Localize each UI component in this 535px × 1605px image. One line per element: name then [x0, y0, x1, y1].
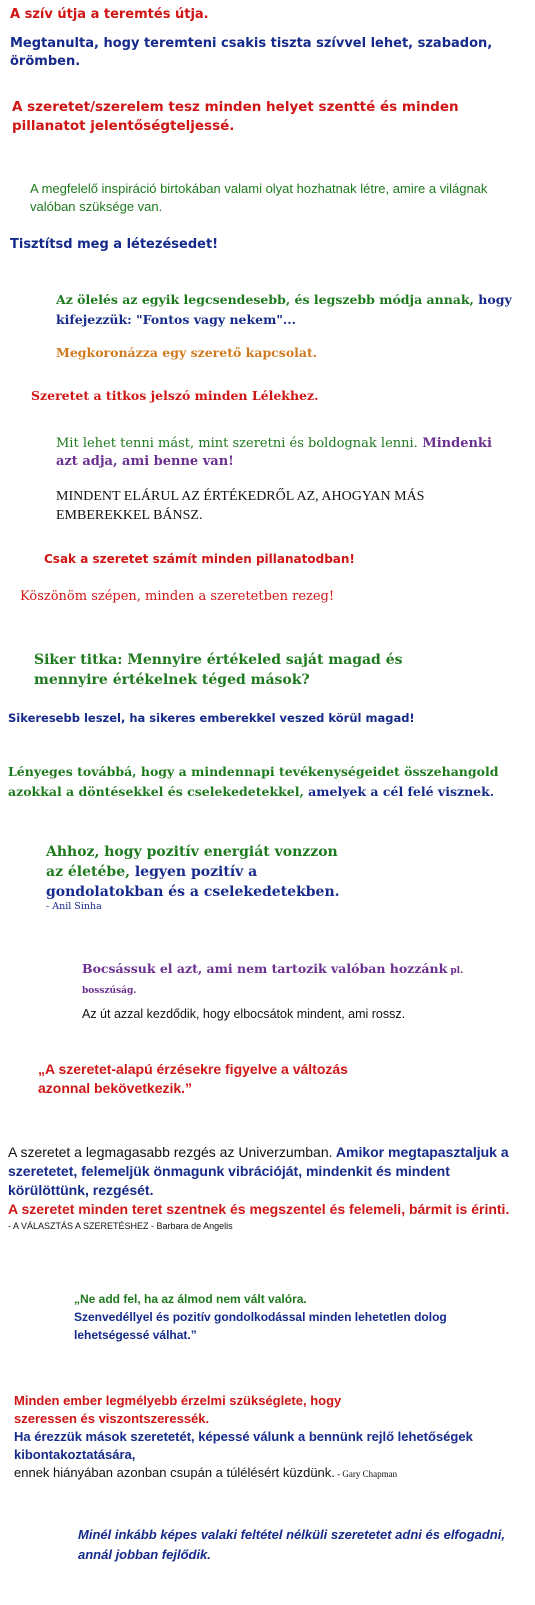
quote-embrace-navy: hogy kifejezzük: "Fontos vagy nekem"...	[56, 292, 512, 327]
quote-love-be-happy-green: Mit lehet tenni mást, mint szeretni és boldognak lenni.	[56, 436, 418, 451]
quote-highest-vibration	[8, 1143, 528, 1231]
quote-inspiration: A megfelelő inspiráció birtokában valami olyat hozhatnak létre, amire a világnak valóban szüksége van.	[30, 181, 488, 214]
quote-unconditional-love: Minél inkább képes valaki feltétel nélküli szeretetet adni és elfogadni, annál jobban fejlődik.	[78, 1527, 505, 1562]
quote-let-go-small: pl. bosszúság.	[82, 966, 464, 996]
quote-deepest-need-line	[14, 1464, 524, 1483]
quote-love-sacred: A szeretet/szerelem tesz minden helyet szentté és minden pillanatot jelentőségteljessé.	[12, 99, 459, 134]
quote-deepest-need-author: - Gary Chapman	[334, 1469, 398, 1479]
quote-dont-give-up	[74, 1290, 514, 1344]
quote-daily-activities	[8, 762, 528, 802]
quote-embrace	[56, 290, 526, 330]
quote-successful-people: Sikeresebb leszel, ha sikeres emberekkel veszed körül magad!	[8, 711, 415, 725]
quote-deepest-need-red: Minden ember legmélyebb érzelmi szükséglete, hogy szeressen és viszontszeressék.	[14, 1393, 342, 1426]
quote-deepest-need-black: ennek hiányában azonban csupán a túlélésért küzdünk.	[14, 1465, 335, 1480]
quote-highest-vibration-navy: Amikor megtapasztaljuk a szeretetet, felemeljük önmagunk vibrációját, mindenkit és mindent körülöttünk, rezgését.	[8, 1144, 509, 1198]
quote-only-love-counts: Csak a szeretet számít minden pillanatodban!	[44, 552, 355, 566]
quote-highest-vibration-red: A szeretet minden teret szentnek és megszentel és felemeli, bármit is érinti.	[8, 1201, 510, 1217]
quote-love-based-feelings: „A szeretet-alapú érzésekre figyelve a változás azonnal bekövetkezik.”	[38, 1061, 348, 1096]
quote-deepest-need-navy: Ha érezzük mások szeretetét, képessé válunk a bennünk rejlő lehetőségek kibontakoztatására,	[14, 1429, 473, 1462]
quote-highest-vibration-source: - A VÁLASZTÁS A SZERETÉSHEZ - Barbara de Angelis	[8, 1221, 233, 1231]
quote-positive-energy-navy: legyen pozitív a gondolatokban és a cselekedetekben.	[46, 864, 340, 900]
quote-purify-existence: Tisztítsd meg a létezésedet!	[10, 237, 219, 252]
quote-value-treatment: MINDENT ELÁRUL AZ ÉRTÉKEDRŐL AZ, AHOGYAN MÁS EMBEREKKEL BÁNSZ.	[56, 489, 425, 523]
quote-create-pure-heart: Megtanulta, hogy teremteni csakis tiszta szívvel lehet, szabadon, örömben.	[10, 36, 493, 69]
quote-heart-path: A szív útja a teremtés útja.	[10, 7, 209, 22]
quote-positive-energy	[46, 842, 346, 902]
quote-dont-give-up-navy: Szenvedéllyel és pozitív gondolkodással minden lehetetlen dolog lehetségessé válhat.”	[74, 1310, 447, 1342]
quote-embrace-green: Az ölelés az egyik legcsendesebb, és legszebb módja annak,	[56, 292, 474, 307]
quote-love-be-happy-purple: Mindenki azt adja, ami benne van!	[56, 436, 492, 469]
quote-highest-vibration-main	[8, 1143, 528, 1200]
quote-positive-energy-green: Ahhoz, hogy pozitív energiát vonzzon az életébe,	[46, 844, 338, 880]
quote-crowned-relationship: Megkoronázza egy szerető kapcsolat.	[56, 345, 318, 360]
quote-daily-activities-navy: amelyek a cél felé visznek.	[303, 784, 495, 799]
quote-love-be-happy	[56, 435, 516, 471]
quote-deepest-need	[14, 1392, 524, 1483]
quote-dont-give-up-green: „Ne add fel, ha az álmod nem vált valóra.	[74, 1292, 307, 1306]
quote-let-go-main: Bocsássuk el azt, ami nem tartozik valóban hozzánk	[82, 961, 448, 976]
quote-let-go	[82, 960, 502, 1000]
quote-daily-activities-green: Lényeges továbbá, hogy a mindennapi tevékenységeidet összehangold azokkal a döntésekkel és cselekedetekkel,	[8, 764, 499, 799]
quote-secret-password: Szeretet a titkos jelszó minden Lélekhez.	[31, 388, 319, 403]
quote-positive-energy-author: - Anil Sinha	[46, 901, 102, 912]
quote-highest-vibration-black: A szeretet a legmagasabb rezgés az Univerzumban.	[8, 1144, 333, 1160]
quote-path-begins: Az út azzal kezdődik, hogy elbocsátok mindent, ami rossz.	[82, 1007, 406, 1021]
quote-thank-you-vibrates: Köszönöm szépen, minden a szeretetben rezeg!	[20, 589, 335, 604]
quote-success-secret: Siker titka: Mennyire értékeled saját magad és mennyire értékelnek téged mások?	[34, 652, 403, 688]
